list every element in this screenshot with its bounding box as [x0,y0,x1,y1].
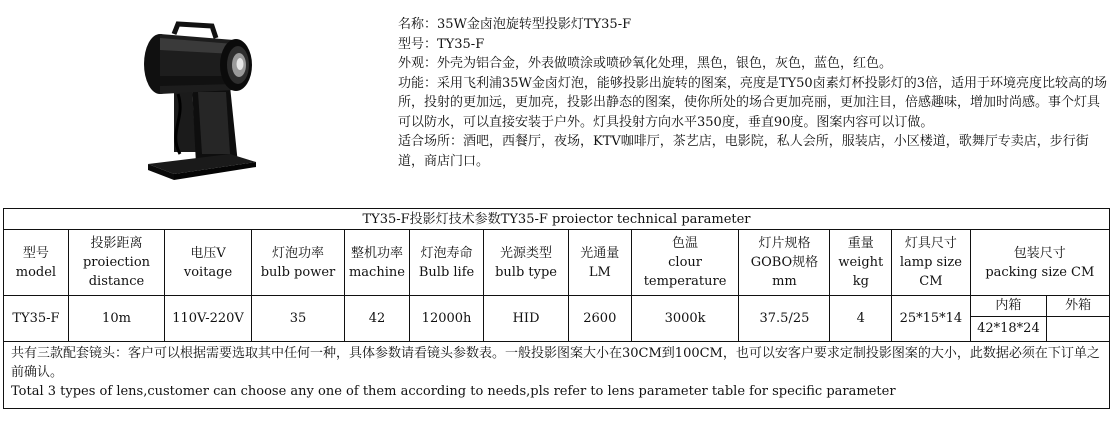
header-gobo: 灯片规格 GOBO规格mm [739,230,830,296]
header-weight: 重量 weight kg [830,230,892,296]
cell-temperature: 3000k [631,296,739,342]
header-bulb-life: 灯泡寿命 Bulb life [409,230,483,296]
header-lamp-size: 灯具尺寸 lamp size CM [892,230,970,296]
cell-weight: 4 [830,296,892,342]
product-description [398,15,1108,171]
product-name: 名称：35W金卤泡旋转型投影灯TY35-F [398,17,632,32]
header-bulb-power: 灯泡功率 bulb power [251,230,344,296]
cell-bulb-type: HID [484,296,569,342]
header-temperature: 色温 clour temperature [631,230,739,296]
product-model: 型号：TY35-F [398,36,485,52]
cell-voltage: 110V-220V [165,296,252,342]
projector-lamp-photo [134,14,270,186]
outer-box-label: 外箱 [1047,296,1109,316]
packing-subtable [971,296,1109,341]
product-function: 功能：采用飞利浦35W金卤灯泡，能够投影出旋转的图案，亮度是TY50卤素灯杯投影灯的3倍，适用于环境亮度比较高的场所，投射的更加远，更加亮，投影出静态的图案，使你所处的场合更加亮丽，更加注目，倍感趣味，增加时尚感。事个灯具可以防水，可以直接安装于户外。灯具投射方向水平350度，垂直90度。图案内容可以订做。 [398,75,1107,130]
note-row [4,342,1110,409]
note-cell [4,342,1110,409]
data-row [4,296,1110,342]
product-appearance: 外观：外壳为铝合金，外表做喷涂或喷砂氧化处理，黑色，银色，灰色，蓝色，红色。 [398,56,893,71]
cell-model: TY35-F [4,296,69,342]
cell-gobo: 37.5/25 [739,296,830,342]
header-machine: 整机功率 machine [345,230,410,296]
outer-box-value [1047,316,1109,341]
header-row [4,230,1110,296]
header-lm: 光通量 LM [568,230,631,296]
inner-box-value: 42*18*24 [971,316,1047,341]
cell-distance: 10m [68,296,164,342]
cell-packing-size [970,296,1109,342]
header-distance: 投影距离 proiection distance [68,230,164,296]
header-packing-size: 包装尺寸 packing size CM [970,230,1109,296]
cell-machine: 42 [345,296,410,342]
note-chinese: 共有三款配套镜头：客户可以根据需要选取其中任何一种，具体参数请看镜头参数表。一般投影图案大小在30CM到100CM，也可以安客户要求定制投影图案的大小，此数据必须在下订单之前确认。 [11,346,1100,380]
header-bulb-type: 光源类型 bulb type [484,230,569,296]
inner-box-label: 内箱 [971,296,1047,316]
table-title: TY35-F投影灯技术参数TY35-F proiector technical parameter [4,209,1110,230]
cell-lm: 2600 [568,296,631,342]
product-venues: 适合场所：酒吧，西餐厅，夜场，KTV咖啡厅，茶艺店，电影院，私人会所，服装店，小区楼道，歌舞厅专卖店，步行街道，商店门口。 [398,134,1089,169]
cell-lamp-size: 25*15*14 [892,296,970,342]
cell-bulb-power: 35 [251,296,344,342]
cell-bulb-life: 12000h [409,296,483,342]
technical-parameter-table [3,208,1110,409]
header-model: 型号 model [4,230,69,296]
header-voltage: 电压V voitage [165,230,252,296]
note-english: Total 3 types of lens,customer can choose any one of them according to needs,pls refer to lens parameter table for specific parameter [11,384,896,399]
